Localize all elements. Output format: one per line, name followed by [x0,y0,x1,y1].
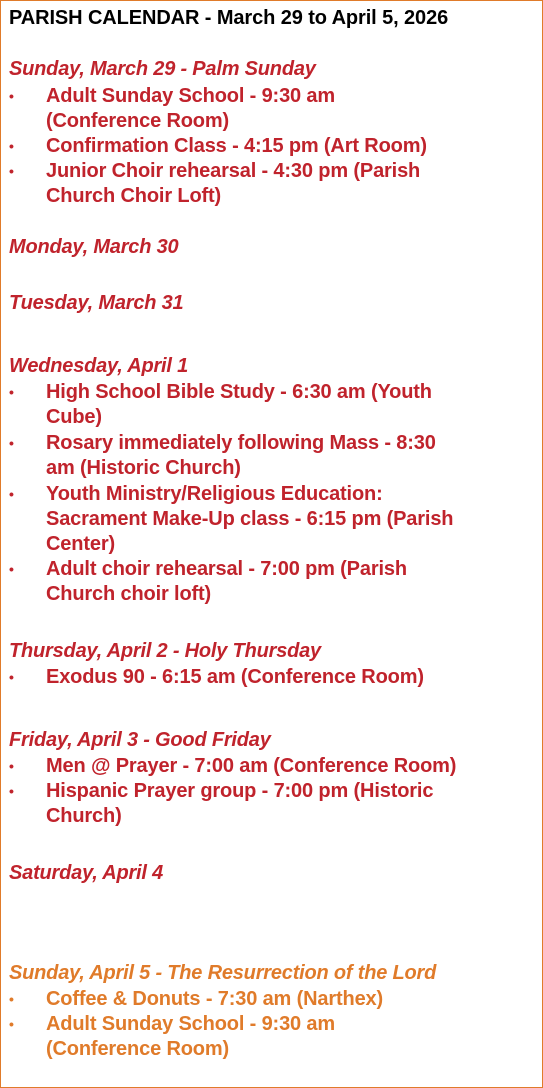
day-heading-sunday-april-5: Sunday, April 5 - The Resurrection of the Lord [9,962,437,984]
day-heading-monday-march-30: Monday, March 30 [9,236,179,258]
bullet-icon: • [9,384,14,400]
bullet-icon: • [9,669,14,685]
day-heading-saturday-april-4: Saturday, April 4 [9,862,164,884]
bullet-icon: • [9,561,14,577]
day-heading-friday-april-3: Friday, April 3 - Good Friday [9,729,271,751]
bullet-icon: • [9,138,14,154]
bullet-icon: • [9,88,14,104]
bullet-icon: • [9,758,14,774]
day-heading-tuesday-march-31: Tuesday, March 31 [9,292,184,314]
day-heading-wednesday-april-1: Wednesday, April 1 [9,355,189,377]
bullet-icon: • [9,991,14,1007]
bullet-icon: • [9,486,14,502]
day-heading-thursday-april-2: Thursday, April 2 - Holy Thursday [9,640,321,662]
calendar-title: PARISH CALENDAR - March 29 to April 5, 2026 [9,7,449,29]
bullet-icon: • [9,163,14,179]
bullet-icon: • [9,783,14,799]
bullet-icon: • [9,435,14,451]
day-heading-sunday-march-29: Sunday, March 29 - Palm Sunday [9,58,316,80]
bullet-icon: • [9,1016,14,1032]
